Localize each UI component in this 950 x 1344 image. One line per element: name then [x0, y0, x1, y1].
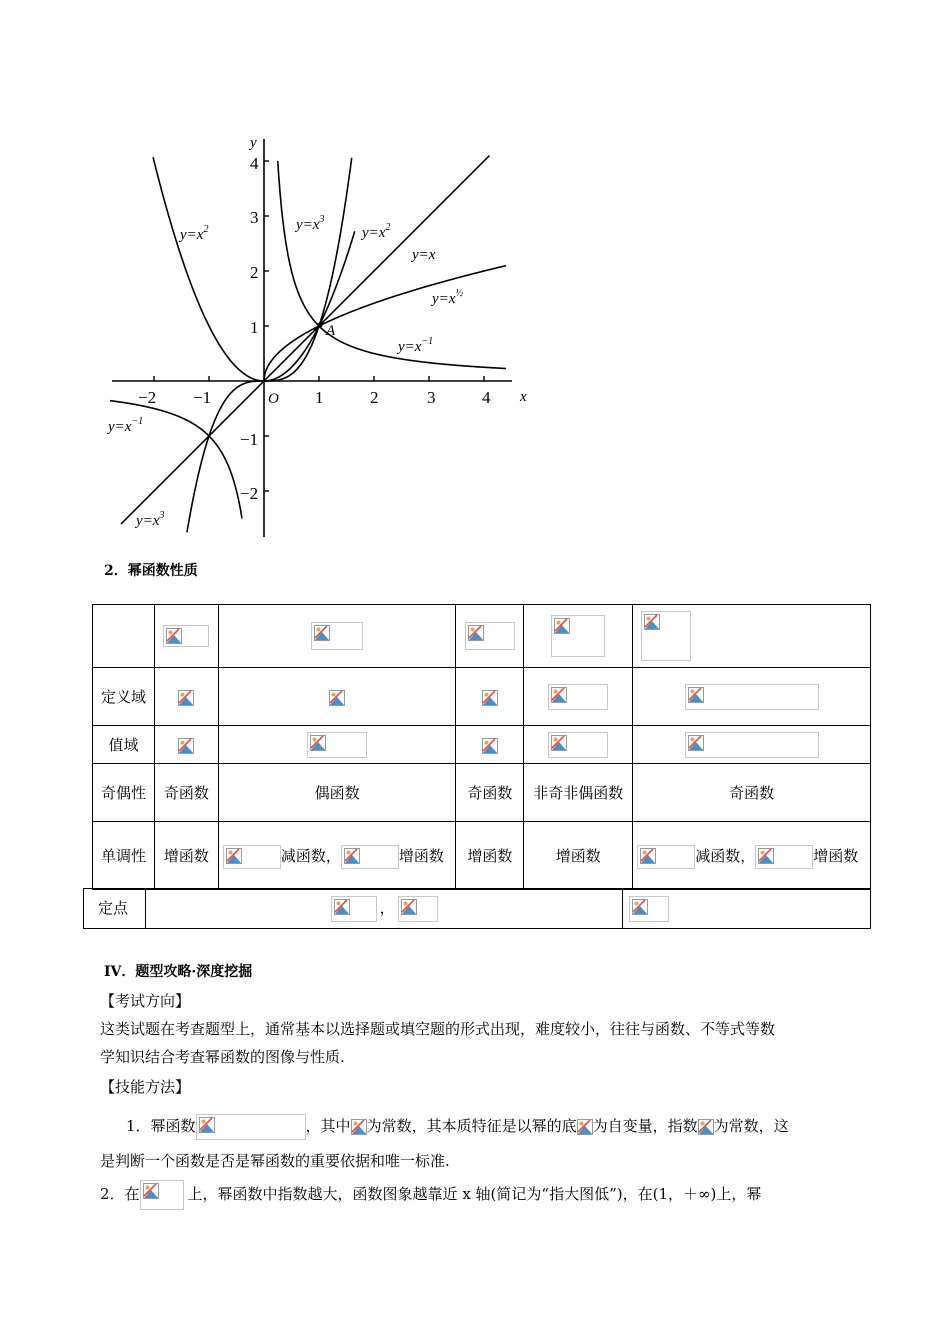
- broken-image-icon: [351, 1119, 367, 1135]
- y-tick-neg1: −1: [240, 430, 259, 449]
- y-axis-label: y: [250, 135, 257, 151]
- skill-1-line-2: 是判断一个函数是否是幂函数的重要依据和唯一标准.: [100, 1152, 450, 1170]
- broken-image-icon: [698, 1119, 714, 1135]
- point-a-label: A: [326, 323, 336, 339]
- cell-mono-5: 减函数， 增函数: [633, 822, 871, 890]
- section-2-title: 2．幂函数性质: [104, 563, 198, 579]
- x-tick-4: 4: [482, 388, 491, 407]
- label-x2-top: $y=x^2$: [362, 222, 391, 241]
- cell-func-1: [154, 605, 218, 668]
- row-label-domain: 定义域: [93, 668, 155, 726]
- broken-image-icon: [640, 848, 656, 864]
- cell-range-1: [154, 726, 218, 764]
- cell-mono-3: 增函数: [456, 822, 524, 890]
- broken-image-icon: [632, 899, 648, 915]
- label-x3-top: $y=x^3$: [296, 214, 325, 233]
- row-label-monotonicity: 单调性: [93, 822, 155, 890]
- curve-x-cubed: [187, 158, 352, 533]
- cell-domain-1: [154, 668, 218, 726]
- y-tick-4: 4: [250, 154, 259, 173]
- cell-domain-3: [456, 668, 524, 726]
- x-tick-3: 3: [427, 388, 436, 407]
- broken-image-icon: [468, 625, 484, 641]
- graph-curves: [110, 156, 506, 533]
- broken-image-icon: [554, 618, 570, 634]
- row-label-range: 值域: [93, 726, 155, 764]
- skill-2-line-1: 2．在 上，幂函数中指数越大，函数图象越靠近 x 轴(简记为“指大图低”)，在(1，＋∞)上，幂: [100, 1180, 761, 1210]
- cell-parity-4: 非奇非偶函数: [524, 764, 633, 822]
- exam-direction-line-2: 学知识结合考查幂函数的图像与性质.: [100, 1048, 345, 1066]
- cell-parity-2: 偶函数: [218, 764, 456, 822]
- broken-image-icon: [178, 738, 194, 754]
- skill-title: 【技能方法】: [100, 1078, 191, 1096]
- broken-image-icon: [688, 687, 704, 703]
- x-tick-2: 2: [370, 388, 379, 407]
- point-a: [318, 323, 323, 328]
- cell-range-4: [524, 726, 633, 764]
- broken-image-icon: [199, 1117, 215, 1133]
- label-x2-left: $y=x^2$: [180, 224, 209, 243]
- exam-direction-title: 【考试方向】: [100, 992, 191, 1010]
- broken-image-icon: [143, 1183, 159, 1199]
- broken-image-icon: [482, 690, 498, 706]
- broken-image-icon: [401, 899, 417, 915]
- power-function-graph: [100, 125, 550, 545]
- broken-image-icon: [178, 690, 194, 706]
- broken-image-icon: [344, 848, 360, 864]
- broken-image-icon: [310, 735, 326, 751]
- cell-range-3: [456, 726, 524, 764]
- broken-image-icon: [334, 899, 350, 915]
- broken-image-icon: [314, 625, 330, 641]
- cell-range-5: [633, 726, 871, 764]
- row-label-fixed-point: 定点: [84, 889, 146, 929]
- skill-1-line-1: 1．幂函数 ，其中 为常数，其本质特征是以幂的底 为自变量，指数 为常数，这: [126, 1112, 789, 1140]
- y-tick-2: 2: [250, 263, 259, 282]
- curve-inverse-right: [278, 161, 506, 369]
- broken-image-icon: [688, 735, 704, 751]
- fixed-point-table: [83, 888, 871, 929]
- cell-domain-4: [524, 668, 633, 726]
- cell-parity-5: 奇函数: [633, 764, 871, 822]
- label-inverse-right: $y=x^{-1}$: [398, 336, 434, 355]
- cell-func-4: [524, 605, 633, 668]
- table-row-range: [93, 726, 871, 764]
- x-tick-neg2: −2: [138, 388, 157, 407]
- origin-label: O: [268, 391, 279, 407]
- row-label-parity: 奇偶性: [93, 764, 155, 822]
- cell-fixed-2: [623, 889, 871, 929]
- broken-image-icon: [329, 690, 345, 706]
- label-sqrt: $y=x^{\frac{1}{2}}$: [432, 288, 463, 307]
- cell-parity-1: 奇函数: [154, 764, 218, 822]
- table-row-parity: [93, 764, 871, 822]
- x-tick-neg1: −1: [193, 388, 212, 407]
- properties-table: [92, 604, 871, 890]
- table-row-functions: [93, 605, 871, 668]
- cell-fixed-1: ，: [145, 889, 622, 929]
- cell-func-5: [633, 605, 871, 668]
- label-x3-bottom: $y=x^3$: [136, 510, 165, 529]
- cell-mono-1: 增函数: [154, 822, 218, 890]
- y-tick-neg2: −2: [240, 484, 259, 503]
- table-row-domain: [93, 668, 871, 726]
- broken-image-icon: [226, 848, 242, 864]
- label-inverse-left: $y=x^{-1}$: [108, 416, 144, 435]
- table-corner: [93, 605, 155, 668]
- section-4-title: IV．题型攻略·深度挖掘: [104, 964, 253, 980]
- label-linear: y=x: [412, 247, 436, 263]
- cell-domain-2: [218, 668, 456, 726]
- table-row-monotonicity: [93, 822, 871, 890]
- cell-range-2: [218, 726, 456, 764]
- broken-image-icon: [551, 735, 567, 751]
- table-row-fixed-point: [84, 889, 871, 929]
- broken-image-icon: [551, 687, 567, 703]
- cell-func-2: [218, 605, 456, 668]
- cell-domain-5: [633, 668, 871, 726]
- exam-direction-line-1: 这类试题在考查题型上，通常基本以选择题或填空题的形式出现，难度较小，往往与函数、不等式等数: [100, 1020, 776, 1038]
- x-tick-1: 1: [315, 388, 324, 407]
- curve-sqrt: [264, 266, 506, 381]
- broken-image-icon: [758, 848, 774, 864]
- x-axis-label: x: [520, 389, 527, 405]
- cell-mono-4: 增函数: [524, 822, 633, 890]
- broken-image-icon: [644, 614, 660, 630]
- cell-mono-2: 减函数， 增函数: [218, 822, 456, 890]
- broken-image-icon: [482, 738, 498, 754]
- cell-parity-3: 奇函数: [456, 764, 524, 822]
- y-tick-1: 1: [250, 318, 259, 337]
- y-tick-3: 3: [250, 208, 259, 227]
- cell-func-3: [456, 605, 524, 668]
- broken-image-icon: [577, 1119, 593, 1135]
- curve-linear: [121, 156, 489, 524]
- broken-image-icon: [166, 628, 182, 644]
